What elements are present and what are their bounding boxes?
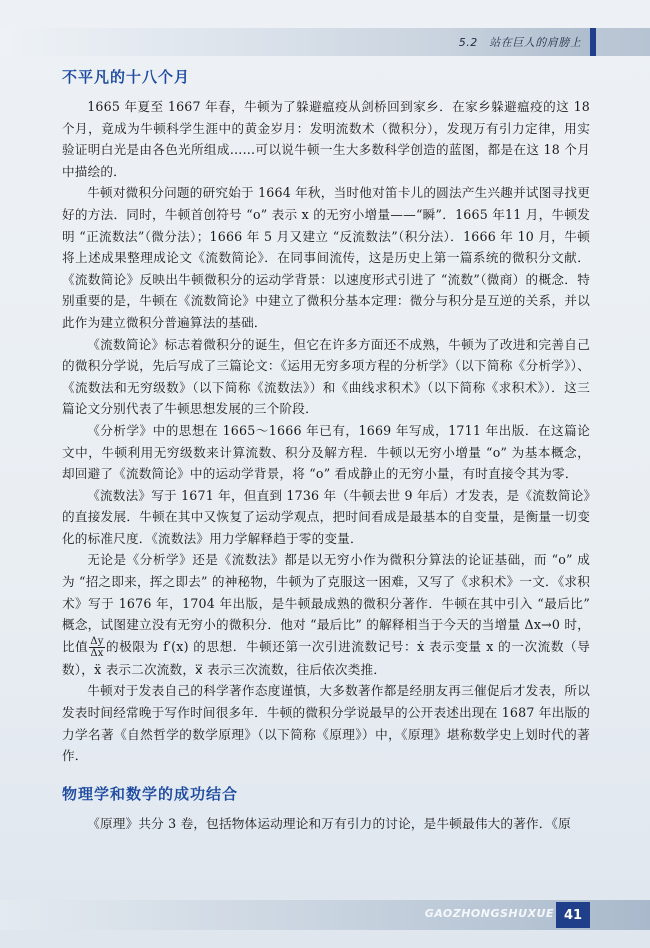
- section-title-2: 物理学和数学的成功结合: [62, 784, 239, 803]
- paragraph-6: [62, 549, 590, 680]
- paragraph-1: 1665 年夏至 1667 年春，牛顿为了躲避瘟疫从剑桥回到家乡．在家乡躲避瘟疫的这 18 个月，竟成为牛顿科学生涯中的黄金岁月：发明流数术（微积分），发现万有引力定律，用实验证明白光是由各色光所组成……可以说牛顿一生大多数科学创造的蓝图，都是在这 18 个月中描绘的．: [62, 99, 590, 179]
- paragraph-8: 《原理》共分 3 卷，包括物体运动理论和万有引力的讨论，是牛顿最伟大的著作．《原: [87, 815, 571, 831]
- paragraph-5: 《流数法》写于 1671 年，但直到 1736 年（牛顿去世 9 年后）才发表，是《流数简论》的直接发展．牛顿在其中又恢复了运动学观点，把时间看成是最基本的自变量，是衡量一切变化的标准尺度．《流数法》用力学解释趋于零的变量．: [62, 487, 590, 546]
- section-title-1: 不平凡的十八个月: [62, 68, 191, 86]
- section-label: 5.2 站在巨人的肩膀上: [458, 36, 582, 49]
- paragraph-4: 《分析学》中的思想在 1665～1666 年已有，1669 年写成，1711 年出版．在这篇论文中，牛顿利用无穷级数来计算流数、积分及解方程．牛顿以无穷小增量 “o” 为基本概念，却回避了《流数简论》中的运动学背景，将 “o” 看成静止的无穷小量，有时直接令其为零．: [62, 422, 590, 482]
- delta-fraction: [89, 636, 104, 659]
- footer-series-text: GAOZHONGSHUXUE: [424, 907, 554, 920]
- main-content: [62, 66, 590, 834]
- running-header: [450, 28, 596, 56]
- paragraph-6-part-b: 的极限为 f′(x) 的思想．牛顿还第一次引进流数记号：ẋ 表示变量 x 的一次流数（导数），ẍ 表示二次流数，x⃛ 表示三次流数，往后依次类推．: [62, 638, 590, 677]
- paragraph-2: 牛顿对微积分问题的研究始于 1664 年秋，当时他对笛卡儿的圆法产生兴趣并试图寻找更好的方法．同时，牛顿首创符号 “o” 表示 x 的无穷小增量——“瞬”．1665 年11 月，牛顿发明 “正流数法”（微分法）；1666 年 5 月又建立 “反流数法”（积分法）．1666 年 10 月，牛顿将上述成果整理成论文《流数简论》．在同事间流传，这是历史上第一篇系统的微积分文献．《流数简论》反映出牛顿微积分的运动学背景：以速度形式引进了 “流数”（微商）的概念．特别重要的是，牛顿在《流数简论》中建立了微积分基本定理：微分与积分是互逆的关系，并以此作为建立微积分普遍算法的基础．: [62, 185, 590, 330]
- fraction-denominator: Δx: [90, 647, 104, 659]
- page-number: [556, 902, 590, 928]
- paragraph-3: 《流数简论》标志着微积分的诞生，但它在许多方面还不成熟，牛顿为了改进和完善自己的微积分学说，先后写成了三篇论文：《运用无穷多项方程的分析学》（以下简称《分析学》）、《流数法和无穷级数》（以下简称《流数法》）和《曲线求积术》（以下简称《求积术》）．这三篇论文分别代表了牛顿思想发展的三个阶段．: [62, 336, 590, 417]
- fraction-numerator: Δy: [90, 635, 104, 647]
- page-number-value: 41: [563, 907, 583, 923]
- paragraph-6-part-a: 无论是《分析学》还是《流数法》都是以无穷小作为微积分算法的论证基础，而 “o” 成为 “招之即来，挥之即去” 的神秘物，牛顿为了克服这一困难，又写了《求积术》一文．《求积术》写于 1676 年，1704 年出版，是牛顿最成熟的微积分著作．牛顿在其中引入 “最后比” 概念，试图建立没有无穷小的微积分．他对 “最后比” 的解释相当于今天的当增量 Δx→0 时，比值: [62, 552, 590, 654]
- paragraph-7: 牛顿对于发表自己的科学著作态度谨慎，大多数著作都是经朋友再三催促后才发表，所以发表时间经常晚于写作时间很多年．牛顿的微积分学说最早的公开表述出现在 1687 年出版的力学名著《自然哲学的数学原理》（以下简称《原理》）中，《原理》堪称数学史上划时代的著作．: [62, 683, 590, 764]
